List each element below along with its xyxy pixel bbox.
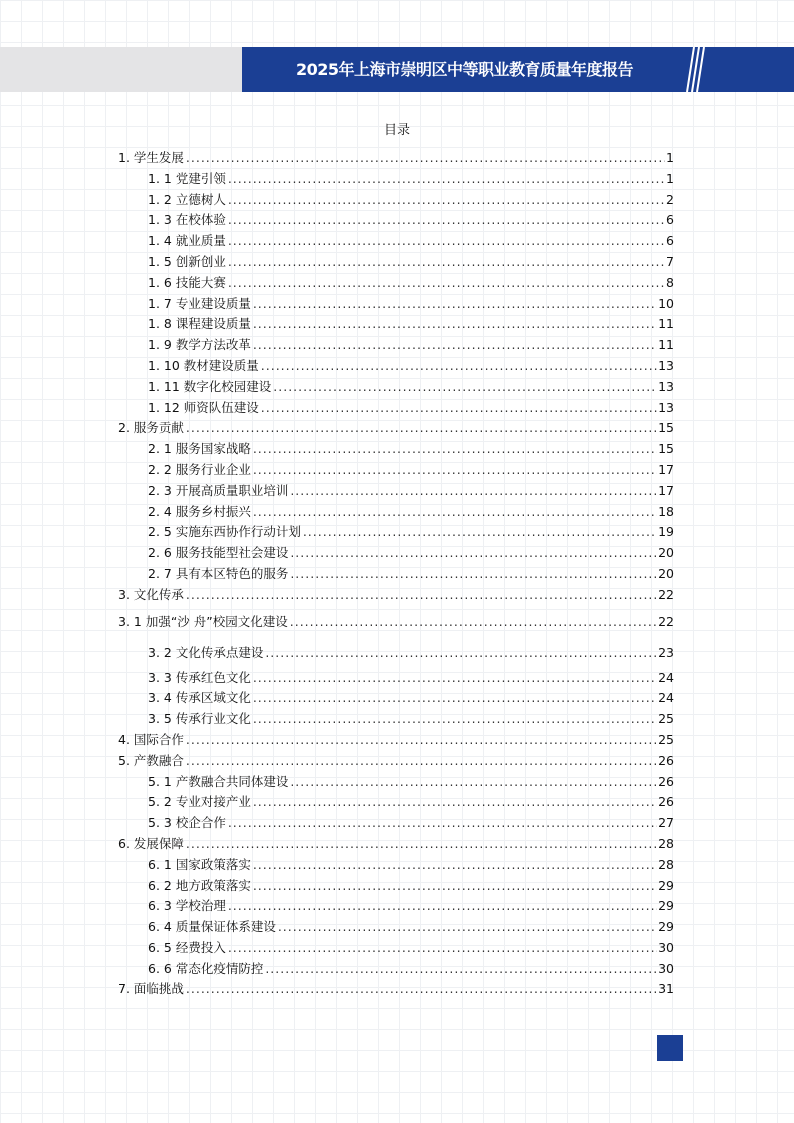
toc-leader-dots [228, 231, 665, 252]
toc-entry-label: 2. 4 服务乡村振兴 [148, 503, 251, 519]
toc-leader-dots [265, 637, 657, 668]
toc-entry-label: 6. 发展保障 [118, 835, 184, 851]
toc-leader-dots [303, 522, 657, 543]
toc-entry[interactable] [118, 418, 674, 439]
toc-leader-dots [253, 876, 657, 897]
toc-entry[interactable] [118, 169, 674, 190]
toc-entry-label: 5. 3 校企合作 [148, 815, 226, 831]
toc-entry-page: 2 [666, 191, 674, 207]
toc-entry-page: 6 [666, 212, 674, 228]
toc-entry-label: 6. 3 学校治理 [148, 898, 226, 914]
toc-entry-label: 5. 产教融合 [118, 752, 184, 768]
toc-entry-page: 29 [658, 919, 674, 935]
toc-entry-label: 2. 1 服务国家战略 [148, 441, 251, 457]
toc-entry[interactable] [118, 356, 674, 377]
toc-entry-label: 1. 10 教材建设质量 [148, 357, 259, 373]
slash-decoration-icon [680, 47, 710, 92]
toc-leader-dots [228, 169, 665, 190]
toc-entry[interactable] [118, 377, 674, 398]
toc-entry-label: 6. 4 质量保证体系建设 [148, 919, 276, 935]
toc-entry-page: 25 [658, 711, 674, 727]
toc-leader-dots [186, 834, 657, 855]
toc-entry-label: 1. 学生发展 [118, 150, 184, 165]
toc-entry[interactable] [118, 637, 674, 668]
toc-entry-page: 1 [666, 170, 674, 186]
toc-entry-page: 30 [658, 960, 674, 976]
toc-leader-dots [228, 813, 657, 834]
toc-entry[interactable] [118, 792, 674, 813]
toc-entry-label: 1. 1 党建引领 [148, 170, 226, 186]
toc-leader-dots [186, 418, 657, 439]
toc-entry-label: 6. 5 经费投入 [148, 939, 226, 955]
toc-leader-dots [290, 564, 657, 585]
toc-entry-page: 24 [658, 669, 674, 685]
toc-entry[interactable] [118, 314, 674, 335]
toc-entry[interactable] [118, 190, 674, 211]
header-gray-band [0, 47, 242, 92]
toc-entry[interactable] [118, 252, 674, 273]
toc-leader-dots [290, 481, 657, 502]
toc-entry-label: 2. 2 服务行业企业 [148, 461, 251, 477]
toc-entry[interactable] [118, 585, 674, 606]
toc-entry-label: 3. 4 传承区域文化 [148, 690, 251, 706]
toc-entry[interactable] [118, 813, 674, 834]
toc-leader-dots [186, 979, 657, 1000]
toc-entry-page: 19 [658, 524, 674, 540]
toc-entry-label: 1. 11 数字化校园建设 [148, 378, 272, 394]
toc-entry-page: 20 [658, 565, 674, 581]
toc-leader-dots [253, 335, 657, 356]
toc-leader-dots [253, 855, 657, 876]
toc-leader-dots [261, 398, 657, 419]
toc-entry[interactable] [118, 730, 674, 751]
toc-entry-page: 26 [658, 794, 674, 810]
toc-entry[interactable] [118, 938, 674, 959]
toc-leader-dots [253, 502, 657, 523]
toc-entry-label: 1. 6 技能大赛 [148, 274, 226, 290]
toc-entry[interactable] [118, 335, 674, 356]
toc-entry[interactable] [118, 502, 674, 523]
toc-leader-dots [253, 294, 657, 315]
toc-entry-label: 7. 面临挑战 [118, 981, 184, 997]
toc-leader-dots [273, 377, 657, 398]
toc-entry-label: 1. 3 在校体验 [148, 212, 226, 228]
toc-entry-label: 6. 1 国家政策落实 [148, 856, 251, 872]
toc-leader-dots [253, 439, 657, 460]
toc-entry-page: 24 [658, 690, 674, 706]
toc-entry[interactable] [118, 522, 674, 543]
toc-entry[interactable] [118, 294, 674, 315]
toc-entry[interactable] [118, 564, 674, 585]
toc-leader-dots [253, 688, 657, 709]
toc-entry[interactable] [118, 688, 674, 709]
toc-leader-dots [228, 273, 665, 294]
toc-entry[interactable] [118, 959, 674, 980]
toc-entry-page: 7 [666, 253, 674, 269]
toc-entry[interactable] [118, 979, 674, 1000]
toc-entry[interactable] [118, 543, 674, 564]
toc-leader-dots [186, 585, 657, 606]
toc-leader-dots [290, 543, 657, 564]
toc-entry-label: 6. 2 地方政策落实 [148, 877, 251, 893]
toc-entry-label: 6. 6 常态化疫情防控 [148, 960, 264, 976]
toc-entry[interactable] [118, 439, 674, 460]
toc-heading: 目录 [383, 123, 410, 138]
toc-entry[interactable] [118, 668, 674, 689]
toc-entry[interactable] [118, 709, 674, 730]
toc-entry-page: 30 [658, 939, 674, 955]
toc-entry[interactable] [118, 917, 674, 938]
toc-entry-page: 13 [658, 357, 674, 373]
toc-entry-label: 3. 3 传承红色文化 [148, 669, 251, 685]
toc-leader-dots [228, 252, 665, 273]
toc-entry-page: 31 [658, 981, 674, 997]
toc-leader-dots [261, 356, 657, 377]
toc-entry-page: 13 [658, 378, 674, 394]
toc-entry-page: 29 [658, 877, 674, 893]
toc-entry[interactable] [118, 751, 674, 772]
toc-entry-label: 5. 1 产教融合共同体建设 [148, 773, 289, 789]
toc-leader-dots [228, 210, 665, 231]
toc-entry[interactable] [118, 606, 674, 637]
toc-entry-label: 4. 国际合作 [118, 731, 184, 747]
table-of-contents [118, 148, 674, 1000]
toc-entry-label: 1. 2 立德树人 [148, 191, 226, 207]
toc-leader-dots [290, 606, 657, 637]
toc-leader-dots [253, 460, 657, 481]
toc-entry-label: 3. 2 文化传承点建设 [148, 644, 264, 660]
toc-entry-page: 8 [666, 274, 674, 290]
toc-entry[interactable] [118, 896, 674, 917]
toc-entry-page: 28 [658, 856, 674, 872]
toc-entry[interactable] [118, 460, 674, 481]
toc-entry[interactable] [118, 231, 674, 252]
toc-leader-dots [290, 772, 657, 793]
toc-entry-page: 29 [658, 898, 674, 914]
toc-entry-label: 1. 7 专业建设质量 [148, 295, 251, 311]
toc-entry-page: 15 [658, 441, 674, 457]
toc-entry[interactable] [118, 481, 674, 502]
toc-entry-label: 2. 5 实施东西协作行动计划 [148, 524, 301, 540]
toc-entry[interactable] [118, 148, 674, 169]
toc-entry-label: 2. 6 服务技能型社会建设 [148, 545, 289, 561]
toc-entry[interactable] [118, 210, 674, 231]
toc-entry-page: 15 [658, 420, 674, 436]
toc-entry-label: 2. 3 开展高质量职业培训 [148, 482, 289, 498]
toc-entry[interactable] [118, 398, 674, 419]
toc-leader-dots [228, 190, 665, 211]
toc-entry[interactable] [118, 273, 674, 294]
toc-entry-label: 1. 9 教学方法改革 [148, 337, 251, 353]
toc-entry-label: 1. 5 创新创业 [148, 253, 226, 269]
toc-leader-dots [228, 896, 657, 917]
toc-entry-page: 17 [658, 482, 674, 498]
toc-entry-page: 18 [658, 503, 674, 519]
toc-entry-page: 28 [658, 835, 674, 851]
toc-leader-dots [253, 314, 657, 335]
toc-entry-page: 20 [658, 545, 674, 561]
toc-entry-label: 3. 文化传承 [118, 586, 184, 602]
toc-entry-page: 11 [658, 316, 674, 332]
toc-entry-page: 23 [658, 644, 674, 660]
toc-entry-page: 26 [658, 752, 674, 768]
toc-entry-page: 1 [666, 150, 674, 165]
toc-entry[interactable] [118, 855, 674, 876]
toc-entry-label: 3. 1 加强“沙 舟”校园文化建设 [118, 613, 288, 629]
toc-leader-dots [186, 751, 657, 772]
toc-entry-page: 25 [658, 731, 674, 747]
toc-entry-label: 3. 5 传承行业文化 [148, 711, 251, 727]
toc-leader-dots [253, 792, 657, 813]
toc-entry-page: 13 [658, 399, 674, 415]
toc-leader-dots [265, 959, 657, 980]
toc-entry-page: 26 [658, 773, 674, 789]
toc-entry-page: 27 [658, 815, 674, 831]
toc-entry-label: 1. 4 就业质量 [148, 233, 226, 249]
toc-entry[interactable] [118, 834, 674, 855]
toc-entry-page: 22 [658, 586, 674, 602]
toc-entry-label: 2. 服务贡献 [118, 420, 184, 436]
toc-entry-page: 22 [658, 613, 674, 629]
report-title: 2025年上海市崇明区中等职业教育质量年度报告 [295, 60, 634, 79]
toc-entry-page: 11 [658, 337, 674, 353]
toc-entry-page: 10 [658, 295, 674, 311]
toc-entry-page: 17 [658, 461, 674, 477]
toc-entry-label: 1. 8 课程建设质量 [148, 316, 251, 332]
toc-entry[interactable] [118, 772, 674, 793]
toc-entry-page: 6 [666, 233, 674, 249]
toc-leader-dots [253, 709, 657, 730]
toc-leader-dots [253, 668, 657, 689]
toc-leader-dots [278, 917, 657, 938]
toc-leader-dots [228, 938, 657, 959]
toc-entry[interactable] [118, 876, 674, 897]
page-marker-square [657, 1035, 683, 1061]
toc-entry-label: 1. 12 师资队伍建设 [148, 399, 259, 415]
toc-entry-label: 5. 2 专业对接产业 [148, 794, 251, 810]
toc-entry-label: 2. 7 具有本区特色的服务 [148, 565, 289, 581]
toc-leader-dots [186, 148, 665, 169]
toc-leader-dots [186, 730, 657, 751]
